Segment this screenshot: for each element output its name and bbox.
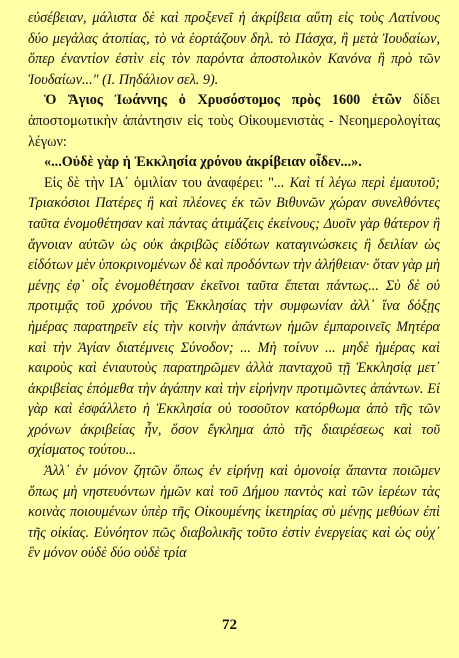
paragraph-3 [28, 173, 440, 461]
body-text [28, 8, 440, 564]
paragraph-3-quote: ... Καὶ τί λέγω περὶ ἐμαυτοῦ; Τριακόσιοι Πατέρες ἢ καὶ πλέονες ἐκ τῶν Βιθυνῶν χώραν συνελθόντες ταῦτα ἐνομοθέτησαν καὶ πάντας ἀτιμάζεις ἐκείνους; Δυοῖν γὰρ θάτερον ἢ ἄγνοιαν αὐτῶν ὡς οὐκ ἀκριβῶς εἰδότων καταγινώσκεις ἢ δειλίαν ὡς εἰδότων μὲν ὑποκρινομένων δὲ καὶ προδόντων τὴν ἀλήθειαν· ὅταν γὰρ μὴ μένῃς ἐφ᾿ οἷς ἐνομοθέτησαν ἐκεῖνοι ταῦτα ἕπεται πάντως... Σὺ δὲ οὐ προτιμᾷς τοῦ χρόνου τῆς Ἐκκλησίας τὴν συμφωνίαν ἀλλ᾿ ἵνα δόξῃς ἡμέρας παρατηρεῖν εἰς τὴν κοινὴν ἁπάντων ἡμῶν ἐμπαροινεῖς Μητέρα καὶ τὴν Ἁγίαν διατέμνεις Σύνοδον; ... Μὴ τοίνυν ... μηδὲ ἡμέρας καὶ καιροὺς καὶ ἐνιαυτοὺς παρατηρῶμεν ἀλλὰ πανταχοῦ τῇ Ἐκκλησίᾳ μετ᾿ ἀκριβείας ἑπόμεθα τὴν ἀγάπην καὶ τὴν εἰρήνην προτιμῶντες ἁπάντων. Εἰ γὰρ καὶ ἐσφάλλετο ἡ Ἐκκλησία οὐ τοσοῦτον κατόρθωμα ἀπὸ τῆς τῶν χρόνων ἀκριβείας ἦν, ὅσον ἔγκλημα ἀπὸ τῆς διαιρέσεως καὶ τοῦ σχίσματος τούτου... [28, 174, 440, 459]
quote-line: «...Οὐδὲ γὰρ ἡ Ἐκκλησία χρόνου ἀκρίβειαν οἶδεν...». [44, 154, 362, 171]
paragraph-2 [28, 90, 440, 152]
page-number: 72 [222, 617, 237, 633]
paragraph-2-bold: Ὁ Ἅγιος Ἰωάννης ὁ Χρυσόστομος πρὸς 1600 ἐτῶν [44, 92, 402, 109]
paragraph-2-rest: δίδει ἀποστομωτικὴν ἀπάντησιν εἰς τοὺς Οἰκουμενιστὰς - Νεοημερολογίτας λέγων: [28, 92, 440, 150]
paragraph-3-intro: Εἰς δὲ τὴν ΙΑ΄ ὁμιλίαν του ἀναφέρει: " [44, 174, 274, 191]
paragraph-1: εὐσέβειαν, μάλιστα δὲ καὶ προξενεῖ ἡ ἀκρίβεια αὕτη εἰς τοὺς Λατίνους δύο μεγάλας ἀτοπίας, τὸ νὰ ἑορτάζουν δηλ. τὸ Πάσχα, ἢ μετὰ Ἰουδαίων, ὅπερ ἐναντίον ἐστὶν εἰς τὸν παρόντα ἀποστολικὸν Κανόνα ἢ πρὸ τῶν Ἰουδαίων..." (Ι. Πηδάλιον σελ. 9). [28, 10, 440, 88]
paragraph-4: Ἀλλ᾿ ἐν μόνον ζητῶν ὅπως ἐν εἰρήνῃ καὶ ὁμονοίᾳ ἅπαντα ποιῶμεν ὅπως μὴ νηστευόντων ἡμῶν καὶ τοῦ Δήμου παντὸς καὶ τῶν ἱερέων τὰς κοινὰς ποιουμένων ὑπὲρ τῆς Οἰκουμένης ἱκετηρίας σὺ μένῃς μεθύων ἐπὶ τῆς οἰκίας. Εὐνόητον πῶς διαβολικῆς τοῦτο ἐστὶν ἐνεργείας καὶ ὡς οὐχ᾿ ἓν μόνον οὐδὲ δύο οὐδὲ τρία [28, 463, 440, 562]
